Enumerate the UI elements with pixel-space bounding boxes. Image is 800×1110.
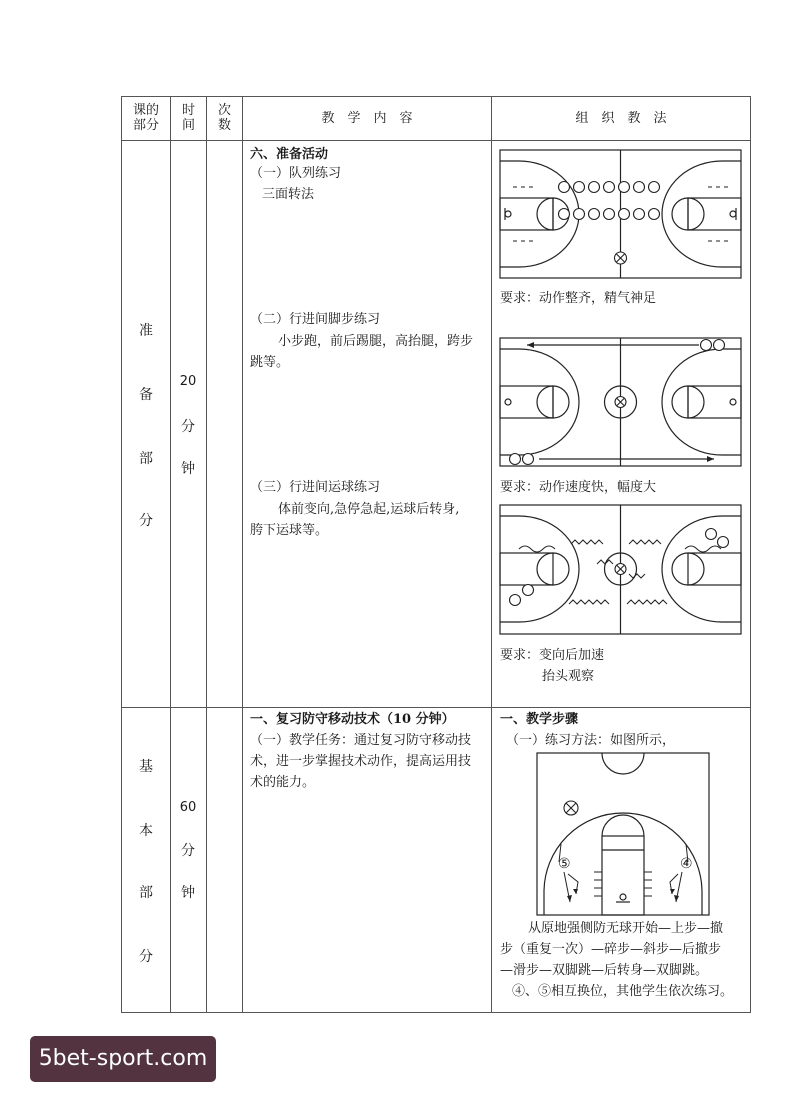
basic-part-char-2: 本 (139, 823, 153, 839)
prep-requirement-3b: 抬头观察 (542, 669, 595, 684)
table-border-left (121, 96, 122, 1013)
prep-sub3-line-2: 胯下运球等。 (250, 523, 329, 538)
prep-requirement-1: 要求：动作整齐，精气神足 (500, 291, 657, 306)
header-content: 教 学 内 容 (321, 111, 413, 126)
watermark-badge: 5bet-sport.com (30, 1036, 216, 1082)
header-time: 时 间 (181, 103, 195, 133)
header-divider (121, 140, 751, 141)
basic-time-value: 60 (179, 800, 197, 815)
prep-sub3-line-1: 体前变向,急停急起,运球后转身, (278, 502, 460, 517)
header-count: 次 数 (217, 103, 231, 133)
method-line-2: 步（重复一次）—碎步—斜步—后撤步 (500, 942, 722, 957)
method-subheading: （一）练习方法：如图所示， (506, 733, 676, 748)
basic-title: 一、复习防守移动技术（10 分钟） (250, 712, 455, 727)
prep-sub1-text: 三面转法 (262, 187, 315, 202)
marker-four: ④ (680, 856, 693, 872)
method-line-3: —滑步—双脚跳—后转身—双脚跳。 (500, 963, 709, 978)
col-divider-1 (170, 96, 171, 1013)
basic-task-line-2: 术，进一步掌握技术动作，提高运用技 (250, 754, 472, 769)
prep-time-value: 20 (179, 374, 197, 389)
prep-sub2-line-2: 跳等。 (250, 355, 290, 370)
prep-sub1-heading: （一）队列练习 (250, 166, 342, 181)
method-title: 一、教学步骤 (500, 712, 579, 727)
prep-sub2-heading: （二）行进间脚步练习 (250, 312, 381, 327)
prep-part-char-3: 部 (139, 451, 153, 467)
prep-requirement-2: 要求：动作速度快，幅度大 (500, 480, 657, 495)
prep-title: 六、准备活动 (250, 147, 329, 162)
halfcourt-defense-diagram (536, 752, 711, 917)
court-diagram-dribbling (499, 504, 742, 635)
basic-part-char-1: 基 (139, 759, 153, 775)
prep-time-unit-1: 分 (181, 419, 195, 435)
prep-sub2-line-1: 小步跑，前后踢腿，高抬腿，跨步 (278, 334, 474, 349)
header-part: 课的 部分 (132, 103, 159, 133)
basic-part-char-4: 分 (139, 949, 153, 965)
prep-requirement-3: 要求：变向后加速 (500, 648, 605, 663)
section-divider (121, 707, 751, 708)
basic-task-line-1: （一）教学任务：通过复习防守移动技 (250, 733, 472, 748)
table-border-bottom (121, 1012, 751, 1013)
header-method: 组 织 教 法 (575, 111, 667, 126)
prep-time-unit-2: 钟 (181, 461, 195, 477)
prep-part-char-1: 准 (139, 323, 153, 339)
basic-time-unit-1: 分 (181, 843, 195, 859)
method-line-4: ④、⑤相互换位，其他学生依次练习。 (512, 984, 734, 999)
table-border-top (121, 96, 751, 97)
prep-part-char-2: 备 (139, 387, 153, 403)
court-diagram-footwork (499, 337, 742, 467)
table-border-right (750, 96, 751, 1013)
marker-five: ⑤ (558, 856, 571, 872)
court-diagram-formation (499, 149, 742, 279)
basic-part-char-3: 部 (139, 885, 153, 901)
col-divider-2 (206, 96, 207, 1013)
basic-task-line-3: 术的能力。 (250, 775, 316, 790)
basic-time-unit-2: 钟 (181, 885, 195, 901)
prep-part-char-4: 分 (139, 513, 153, 529)
prep-sub3-heading: （三）行进间运球练习 (250, 480, 381, 495)
method-line-1: 从原地强侧防无球开始—上步—撤 (528, 921, 724, 936)
col-divider-3 (242, 96, 243, 1013)
col-divider-4 (491, 96, 492, 1013)
